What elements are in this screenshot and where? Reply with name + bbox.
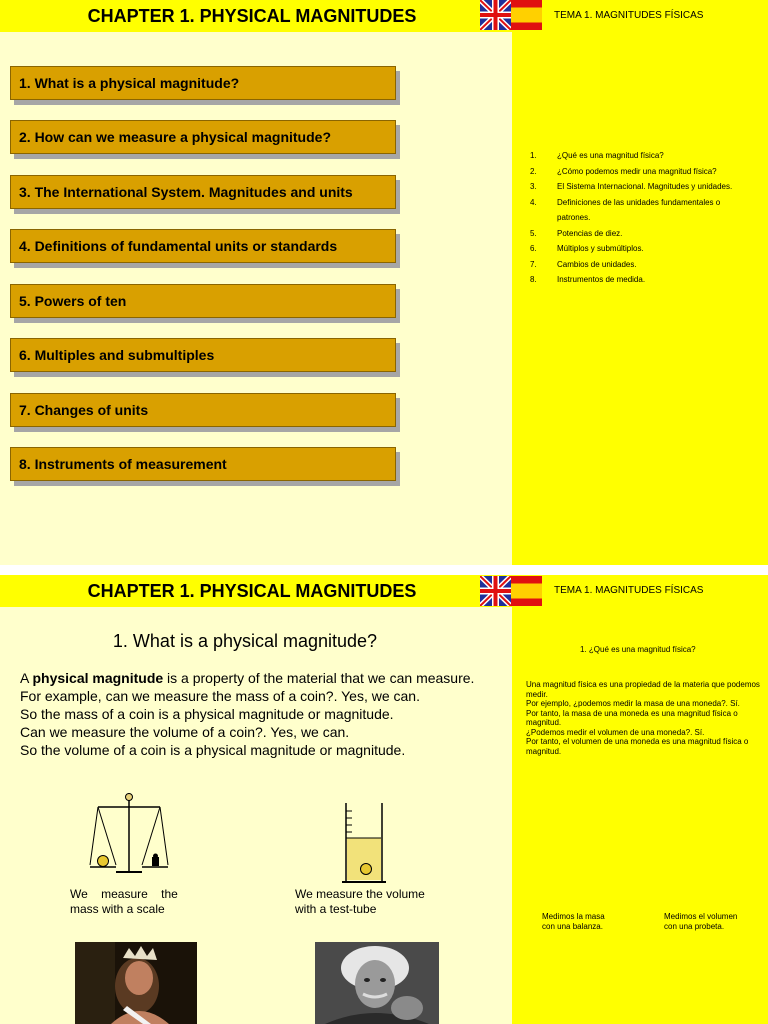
slide-2-title-bar (0, 575, 512, 607)
menu-button-label: 5. Powers of ten (19, 293, 127, 309)
slide-1-title-bar (0, 0, 512, 32)
menu-button-5[interactable] (10, 284, 396, 318)
section-heading: 1. What is a physical magnitude? (112, 631, 378, 651)
beauty-queen-photo (75, 942, 197, 1024)
balance-scale-icon (88, 785, 170, 875)
menu-button-label: 7. Changes of units (19, 402, 149, 418)
menu-button-label: 2. How can we measure a physical magnitude? (19, 129, 331, 145)
menu-button-6[interactable] (10, 338, 396, 372)
scale-caption: We measure the mass with a scale (70, 887, 178, 916)
menu-button-4[interactable] (10, 229, 396, 263)
slide-2 (0, 575, 768, 1024)
slide-1-title: CHAPTER 1. PHYSICAL MAGNITUDES (87, 6, 417, 26)
menu-button-label: 3. The International System. Magnitudes and units (19, 184, 353, 200)
menu-button-3[interactable] (10, 175, 396, 209)
list-item: 3. El Sistema Internacional. Magnitudes y unidades. (530, 182, 733, 191)
list-item: 5. Potencias de diez. (530, 228, 623, 238)
test-tube-icon (340, 801, 390, 887)
spanish-scale-caption: Medimos la masa con una balanza. (542, 912, 605, 931)
list-item: 6. Múltiplos y submúltiplos. (530, 244, 644, 253)
term-highlight: physical magnitude (32, 670, 164, 686)
menu-button-label: 4. Definitions of fundamental units or standards (19, 238, 338, 254)
spanish-tube-caption: Medimos el volumen con una probeta. (664, 912, 738, 931)
menu-button-label: 8. Instruments of measurement (19, 456, 227, 472)
menu-button-1[interactable] (10, 66, 396, 100)
menu-button-label: 6. Multiples and submultiples (19, 347, 215, 363)
spanish-index-list (530, 148, 747, 288)
list-item: 1. ¿Qué es una magnitud física? (530, 151, 664, 160)
spanish-question: 1. ¿Qué es una magnitud física? (580, 645, 696, 654)
test-tube-caption: We measure the volume with a test-tube (295, 887, 425, 916)
menu-button-label: 1. What is a physical magnitude? (19, 75, 240, 91)
slide-2-title: CHAPTER 1. PHYSICAL MAGNITUDES (87, 581, 417, 601)
slide-2-tema-label: TEMA 1. MAGNITUDES FÍSICAS (554, 585, 704, 596)
menu-button-2[interactable] (10, 120, 396, 154)
list-item: 8. Instrumentos de medida. (530, 275, 646, 284)
definition-paragraph: A physical magnitude is a property of the material that we can measure. For example, can we measure the mass of a coin?. Yes, we can. So the mass of a coin is a physical magnitude or magnitude. Can we measure the volume of a coin?. Yes, we can. So the volume of a coin is a physical magnitude or magnitude. (20, 670, 475, 758)
list-item: 2. ¿Cómo podemos medir una magnitud física? (530, 166, 717, 176)
slide-2-right-panel (512, 575, 768, 1024)
flag-icon (480, 0, 542, 30)
menu-button-7[interactable] (10, 393, 396, 427)
list-item: 7. Cambios de unidades. (530, 259, 637, 269)
einstein-photo (315, 942, 439, 1024)
slide-separator (0, 565, 768, 575)
spanish-explanation: Una magnitud física es una propiedad de la materia que podemos medir. Por ejemplo, ¿podemos medir la masa de una moneda?. Sí. Por tanto, la masa de una moneda es una magnitud física o magnitud. ¿Podemos medir el volumen de una moneda?. Sí. Por tanto, el volumen de una moneda es una magnitud física o magnitud. (526, 680, 760, 756)
list-item: 4. Definiciones de las unidades fundamentales o patrones. (530, 197, 721, 222)
slide-1-tema-label: TEMA 1. MAGNITUDES FÍSICAS (554, 10, 704, 21)
menu-button-8[interactable] (10, 447, 396, 481)
flag-icon (480, 576, 542, 606)
